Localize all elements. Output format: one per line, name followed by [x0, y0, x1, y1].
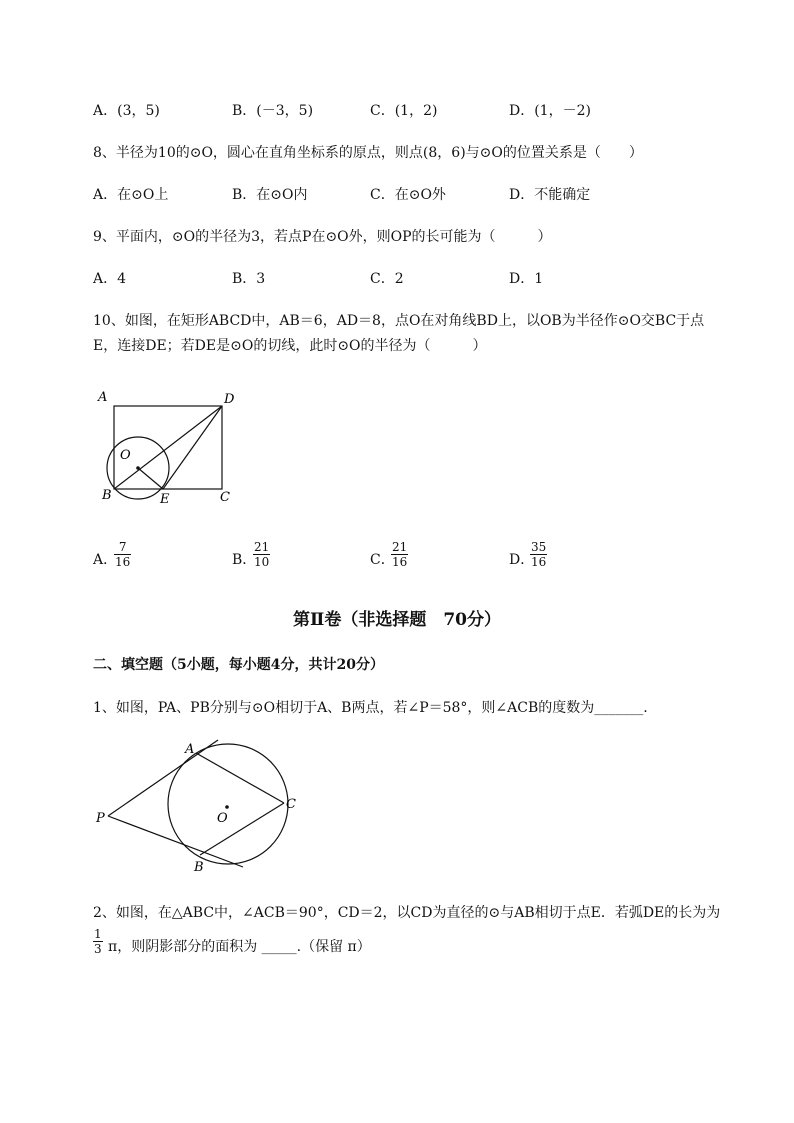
q8-option-c: C．在⊙O外 [370, 187, 446, 203]
fraction-numerator: 21 [392, 540, 408, 554]
fraction-denominator: 3 [94, 942, 102, 956]
q9-option-d: D．1 [509, 271, 544, 287]
q7-option-a: A．(3，5) [93, 103, 160, 119]
fraction-numerator: 21 [254, 540, 270, 554]
segment-de [163, 406, 222, 489]
f2-text-line2: π，则阴影部分的面积为 _____.（保留 π） [108, 939, 371, 955]
label-p: P [96, 811, 105, 826]
f1-figure [90, 735, 320, 875]
fraction-numerator: 1 [94, 927, 102, 941]
q10-option-a-letter: A． [93, 552, 118, 568]
chord-bc [200, 803, 284, 855]
f2-fraction [93, 927, 103, 956]
q10-option-a-fraction [114, 540, 131, 569]
q9-option-c: C．2 [370, 271, 404, 287]
fraction-numerator: 7 [118, 540, 127, 554]
label-o: O [217, 811, 228, 826]
q7-option-c: C．(1，2) [370, 103, 438, 119]
q7-option-d: D．(1，－2) [509, 103, 591, 119]
label-c: C [220, 490, 230, 505]
f2-text-line1: 2、如图，在△ABC中，∠ACB＝90°，CD＝2，以CD为直径的⊙与AB相切于点E．若弧DE的长为为 [93, 905, 721, 921]
fraction-denominator: 16 [392, 555, 408, 569]
label-e: E [160, 492, 170, 507]
label-o: O [120, 448, 131, 463]
q8-text: 8、半径为10的⊙O，圆心在直角坐标系的原点，则点(8，6)与⊙O的位置关系是（ ） [93, 145, 643, 161]
label-a: A [185, 742, 195, 757]
center-point-o [225, 805, 229, 809]
q10-option-d-letter: D． [509, 552, 535, 568]
q10-option-b-fraction [253, 540, 270, 569]
radius-oe [138, 468, 163, 489]
label-b: B [102, 488, 112, 503]
fraction-denominator: 16 [115, 555, 131, 569]
q7-option-b: B．(－3，5) [232, 103, 314, 119]
q10-text-line1: 10、如图，在矩形ABCD中，AB＝6，AD＝8，点O在对角线BD上，以OB为半径作⊙O交BC于点 [93, 313, 705, 329]
q10-option-b-letter: B． [232, 552, 257, 568]
label-d: D [224, 392, 235, 407]
q9-option-b: B．3 [232, 271, 266, 287]
q8-option-b: B．在⊙O内 [232, 187, 308, 203]
fraction-denominator: 10 [254, 555, 270, 569]
center-point-o [136, 466, 140, 470]
fraction-denominator: 16 [531, 555, 547, 569]
q9-text: 9、平面内，⊙O的半径为3，若点P在⊙O外，则OP的长可能为（ ） [93, 229, 552, 245]
label-b: B [194, 860, 204, 875]
chord-ac [196, 753, 284, 803]
q10-option-d-fraction [530, 540, 547, 569]
label-a: A [98, 390, 108, 405]
q10-option-c-letter: C． [370, 552, 395, 568]
section-title: 第Ⅱ卷（非选择题 70分） [293, 610, 501, 630]
q8-option-d: D．不能确定 [509, 187, 591, 203]
label-c: C [286, 797, 296, 812]
q10-figure [90, 380, 250, 510]
q10-option-c-fraction [391, 540, 408, 569]
q8-option-a: A．在⊙O上 [93, 187, 169, 203]
tangent-pa [108, 740, 218, 816]
section-heading: 二、填空题（5小题，每小题4分，共计20分） [93, 657, 384, 673]
f1-text: 1、如图，PA、PB分别与⊙O相切于A、B两点，若∠P＝58°，则∠ACB的度数为_______. [93, 700, 648, 716]
q10-text-line2: E，连接DE；若DE是⊙O的切线，此时⊙O的半径为（ ） [93, 338, 487, 354]
q9-option-a: A．4 [93, 271, 127, 287]
fraction-numerator: 35 [531, 540, 547, 554]
